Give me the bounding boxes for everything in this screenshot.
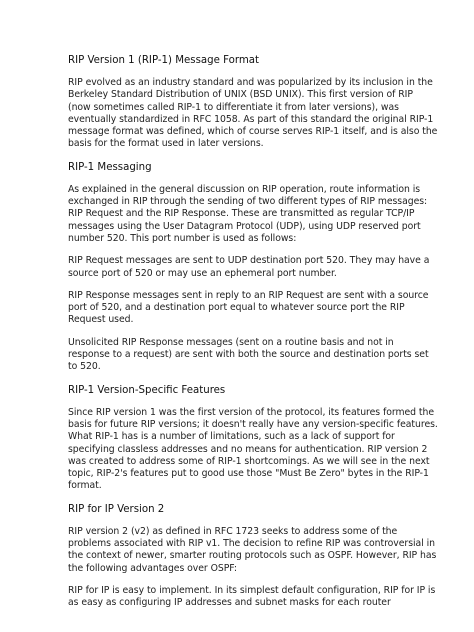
section-heading: RIP-1 Version-Specific Features — [68, 384, 226, 396]
section-rip1-version-specific-features — [68, 384, 438, 493]
section-rip-for-ip-version-2 — [68, 503, 438, 610]
section-heading: RIP-1 Messaging — [68, 161, 152, 173]
paragraph: RIP Request messages are sent to UDP destination port 520. They may have a source port of 520 or may use an ephemeral port number. — [68, 255, 430, 279]
paragraph: RIP evolved as an industry standard and was popularized by its inclusion in the Berkeley Standard Distribution of UNIX (BSD UNIX). This first version of RIP (now sometimes called RIP-1 to differentiate it from later versions), was eventually standardized in RFC 1058. As part of this standard the original RIP-1 message format was defined, which of course serves RIP-1 itself, and is also the basis for the format used in later versions. — [68, 77, 438, 150]
paragraph: As explained in the general discussion on RIP operation, route information is exchanged in RIP through the sending of two different types of RIP messages: RIP Request and the RIP Response. These are transmitted as regular TCP/IP messages using the User Datagram Protocol (UDP), using UDP reserved port number 520. This port number is used as follows: — [68, 183, 428, 244]
paragraph: Since RIP version 1 was the first version of the protocol, its features formed the basis for future RIP versions; it doesn't really have any version-specific features. What RIP-1 has is a number of limitations, such as a lack of support for specifying classless addresses and no means for authentication. RIP version 2 was created to address some of RIP-1 shortcomings. As we will see in the next topic, RIP-2's features put to good use those "Must Be Zero" bytes in the RIP-1 format. — [68, 406, 438, 492]
document-page — [68, 54, 438, 620]
paragraph: Unsolicited RIP Response messages (sent on a routine basis and not in response to a request) are sent with both the source and destination ports set to 520. — [68, 336, 429, 373]
paragraph: RIP version 2 (v2) as defined in RFC 1723 seeks to address some of the problems associated with RIP v1. The decision to refine RIP was controversial in the context of newer, smarter routing protocols such as OSPF. However, RIP has the following advantages over OSPF: — [68, 525, 437, 574]
section-heading: RIP Version 1 (RIP-1) Message Format — [68, 55, 260, 66]
section-rip-v1-message-format — [68, 54, 438, 151]
section-rip1-messaging — [68, 161, 438, 374]
paragraph: RIP Response messages sent in reply to an RIP Request are sent with a source port of 520, and a destination port equal to whatever source port the RIP Request used. — [68, 289, 429, 326]
paragraph: RIP for IP is easy to implement. In its simplest default configuration, RIP for IP is as easy as configuring IP addresses and subnet masks for each router — [68, 584, 436, 609]
section-heading: RIP for IP Version 2 — [68, 503, 165, 515]
